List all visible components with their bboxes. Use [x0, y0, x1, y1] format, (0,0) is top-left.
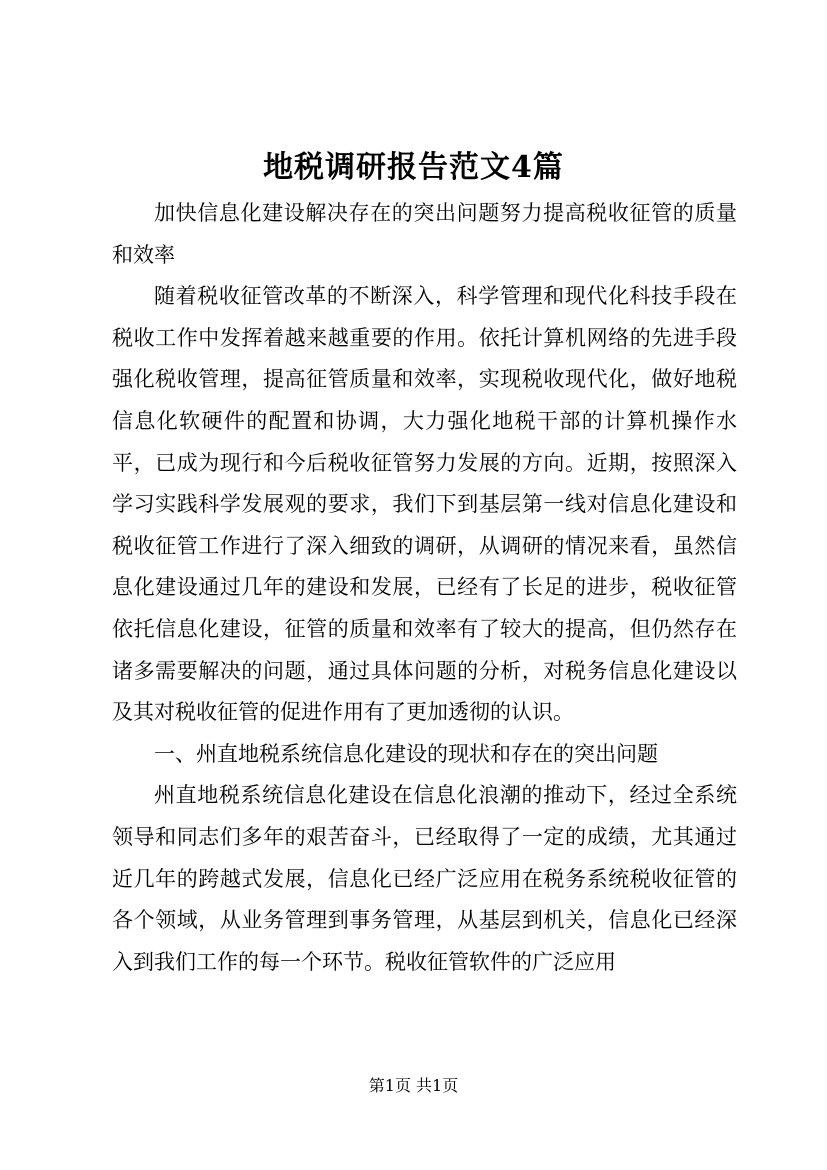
document-title: 地税调研报告范文4篇 [263, 150, 564, 185]
paragraph-section-body: 州直地税系统信息化建设在信息化浪潮的推动下，经过全系统领导和同志们多年的艰苦奋斗，已经取得了一定的成绩，尤其通过近几年的跨越式发展，信息化已经广泛应用在税务系统税收征管的各个领域，从业务管理到事务管理，从基层到机关，信息化已经深入到我们工作的每一个环节。税收征管软件的广泛应用 [112, 783, 737, 974]
paragraph-subtitle: 加快信息化建设解决存在的突出问题努力提高税收征管的质量和效率 [112, 201, 737, 267]
paragraph-intro: 随着税收征管改革的不断深入，科学管理和现代化科技手段在税收工作中发挥着越来越重要的作用。依托计算机网络的先进手段强化税收管理，提高征管质量和效率，实现税收现代化，做好地税信息化软硬件的配置和协调，大力强化地税干部的计算机操作水平，已成为现行和今后税收征管努力发展的方向。近期，按照深入学习实践科学发展观的要求，我们下到基层第一线对信息化建设和税收征管工作进行了深入细致的调研，从调研的情况来看，虽然信息化建设通过几年的建设和发展，已经有了长足的进步，税收征管依托信息化建设，征管的质量和效率有了较大的提高，但仍然存在诸多需要解决的问题，通过具体问题的分析，对税务信息化建设以及其对税收征管的促进作用有了更加透彻的认识。 [112, 284, 737, 725]
page-footer: 第1页 共1页 [368, 1076, 459, 1095]
document-body [112, 193, 737, 983]
section-heading: 一、州直地税系统信息化建设的现状和存在的突出问题 [154, 741, 658, 766]
